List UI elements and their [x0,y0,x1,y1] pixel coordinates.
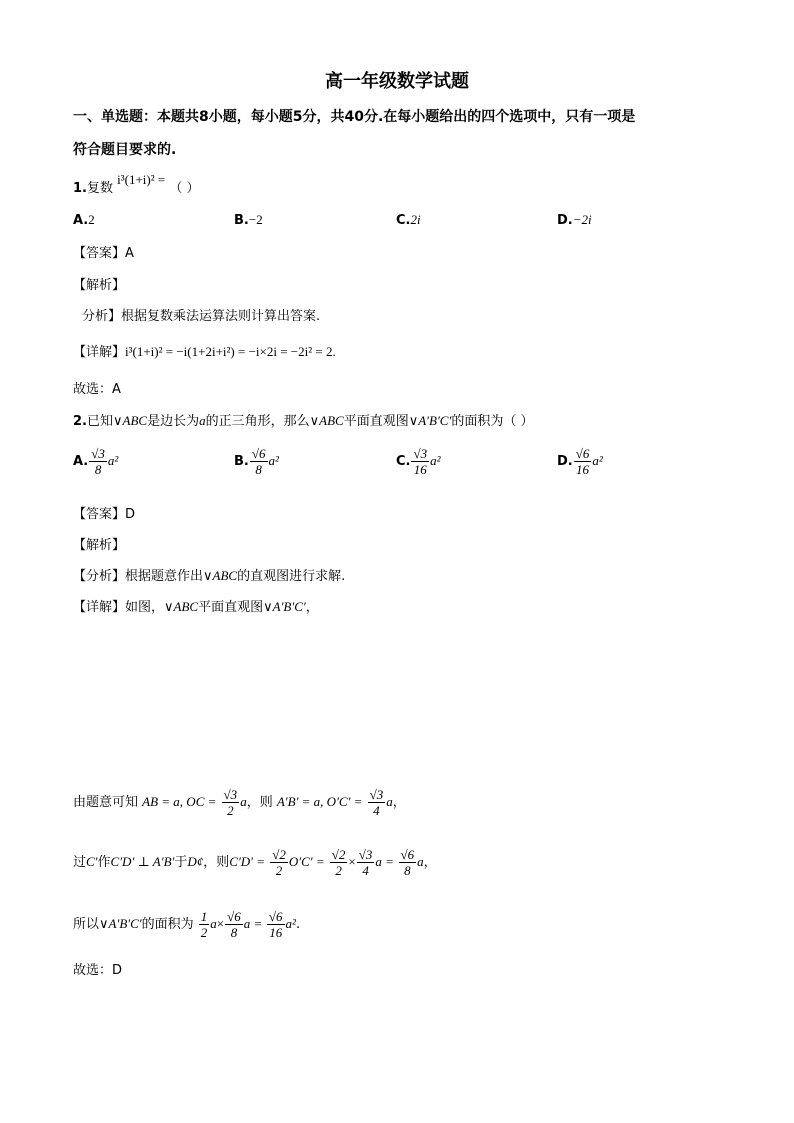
math: A′B′ = a, O′C′ = [276,794,363,809]
denominator: 8 [255,462,262,477]
q2-triangle: ∨ABC [203,568,238,583]
option-tail: a² [107,453,119,468]
math: C′ [86,854,98,869]
numerator: √2 [331,847,346,862]
analysis-text: 【分析】根据题意作出 [73,569,204,584]
detail-head: 【详解】 [73,345,126,360]
q2-triangle-prime: ∨A′B′C′ [99,916,142,931]
q2-triangle: ∨ABC [309,413,344,428]
q2-option-d [557,446,603,477]
denominator: 2 [227,803,234,818]
q2-derivation-line1 [73,782,406,823]
math: a [417,854,424,869]
page-title: 高一年级数学试题 [325,71,469,92]
denominator: 2 [335,863,342,878]
math: a [210,916,217,931]
text: ， [423,855,437,870]
math: = [386,854,394,869]
q2-stem-text: 的面积为（ ） [451,414,534,429]
math: × [216,916,225,931]
option-label: B. [234,213,249,228]
numerator: √6 [575,446,590,461]
q1-analysis: 分析】根据复数乘法运算法则计算出答案. [82,309,321,324]
option-label: D. [557,213,573,228]
denominator: 16 [269,925,283,940]
denominator: 2 [200,925,208,940]
q1-stem [73,172,200,199]
text: . [295,917,301,932]
math: a [386,794,393,809]
option-value: −2i [572,212,592,227]
numerator: √3 [91,446,105,461]
fraction [330,847,348,878]
math: = [254,916,262,931]
option-tail: a² [592,453,603,468]
q1-answer: 【答案】A [73,246,134,261]
text: ，则 [203,855,230,870]
text: ， [392,795,406,810]
math: AB = a, OC = [142,794,217,809]
q2-triangle: ∨ABC [113,413,148,428]
math: a [375,854,382,869]
numerator: √3 [413,446,428,461]
q1-detail [73,342,336,363]
text: ，则 [246,795,273,810]
numerator: √6 [400,847,415,862]
q2-stem [73,411,533,432]
analysis-text: 的直观图进行求解. [237,569,346,584]
q2-analysis-head: 【解析】 [73,538,126,553]
denominator: 8 [230,925,238,940]
figure-placeholder [73,630,713,770]
fraction [89,446,107,477]
denominator: 4 [362,863,369,878]
option-label: A. [73,454,89,469]
q1-choice: 故选：A [73,382,121,397]
fraction [225,909,243,940]
math: a [243,916,251,931]
q1-analysis-head: 【解析】 [73,278,126,293]
math: D¢ [187,854,204,869]
numerator: √3 [358,847,373,862]
q2-triangle-prime: ∨A′B′C′ [408,413,452,428]
q2-derivation-line3 [73,904,300,945]
fraction [222,787,240,818]
option-tail: a² [268,453,279,468]
denominator: 2 [275,863,283,878]
math: × [348,854,356,869]
fraction [199,909,210,940]
numerator: √2 [272,847,286,862]
q1-option-d [557,212,592,228]
q2-detail [73,597,319,618]
numerator: √3 [223,787,238,802]
numerator: √6 [227,909,241,924]
option-value: 2 [88,212,95,227]
q2-side: a [199,413,206,428]
fraction [357,847,375,878]
denominator: 8 [94,462,102,477]
text: 的面积为 [141,917,194,932]
denominator: 4 [373,803,380,818]
numerator: √6 [268,909,283,924]
section-heading-line1: 一、单选题：本题共8小题，每小题5分，共40分.在每小题给出的四个选项中，只有一项是 [73,109,636,125]
q1-stem-prefix: 复数 [86,181,113,196]
math: C′D′ ⊥ A′B′ [110,854,175,869]
text: 作 [97,855,111,870]
text: 过 [73,855,87,870]
text: 所以 [73,917,100,932]
q2-triangle-prime: ∨A′B′C′ [263,599,306,614]
q1-number: 1. [73,181,87,196]
numerator: √6 [251,446,266,461]
fraction [399,847,417,878]
fraction [267,909,285,940]
q2-stem-text: 是边长为 [147,414,200,429]
denominator: 16 [413,462,427,477]
q2-answer: 【答案】D [73,507,136,522]
q2-choice: 故选：D [73,963,123,978]
option-value: −2 [248,212,263,227]
detail-text: 【详解】如图， [73,600,165,615]
math: a [240,794,247,809]
option-label: C. [396,454,411,469]
q2-option-a [73,446,118,477]
fraction [270,847,288,878]
q1-option-a [73,212,95,228]
q1-stem-suffix: （ ） [169,181,200,196]
fraction [250,446,268,477]
detail-text: 平面直观图 [198,600,264,615]
numerator: 1 [200,909,208,924]
q2-derivation-line2 [73,842,437,883]
fraction [368,787,386,818]
text: 由题意可知 [73,795,139,810]
text: 于 [174,855,188,870]
detail-text: ， [305,600,319,615]
q2-stem-text: 平面直观图 [343,414,409,429]
q2-stem-text: 的正三角形，那么 [205,414,310,429]
section-heading-line2: 符合题目要求的. [73,142,177,158]
q2-stem-text: 已知 [86,414,113,429]
q2-option-c [396,446,441,477]
denominator: 8 [404,863,411,878]
numerator: √3 [369,787,384,802]
option-label: B. [234,454,249,469]
math: O′C′ = [288,854,325,869]
fraction [411,446,429,477]
denominator: 16 [576,462,590,477]
q1-option-c [396,212,421,228]
q1-stem-math: i³(1+i)² = [117,172,166,187]
q2-number: 2. [73,414,87,429]
option-label: C. [396,213,411,228]
option-tail: a² [430,453,441,468]
q1-detail-math: i³(1+i)² = −i(1+2i+i²) = −i×2i = −2i² = 2. [125,344,336,359]
option-label: D. [557,454,573,469]
q2-option-b [234,446,279,477]
q2-analysis [73,566,345,587]
fraction [574,446,592,477]
q2-triangle: ∨ABC [164,599,199,614]
option-value: 2i [410,212,421,227]
math: a² [285,916,296,931]
q1-option-b [234,212,263,228]
math: C′D′ = [229,854,266,869]
option-label: A. [73,213,89,228]
